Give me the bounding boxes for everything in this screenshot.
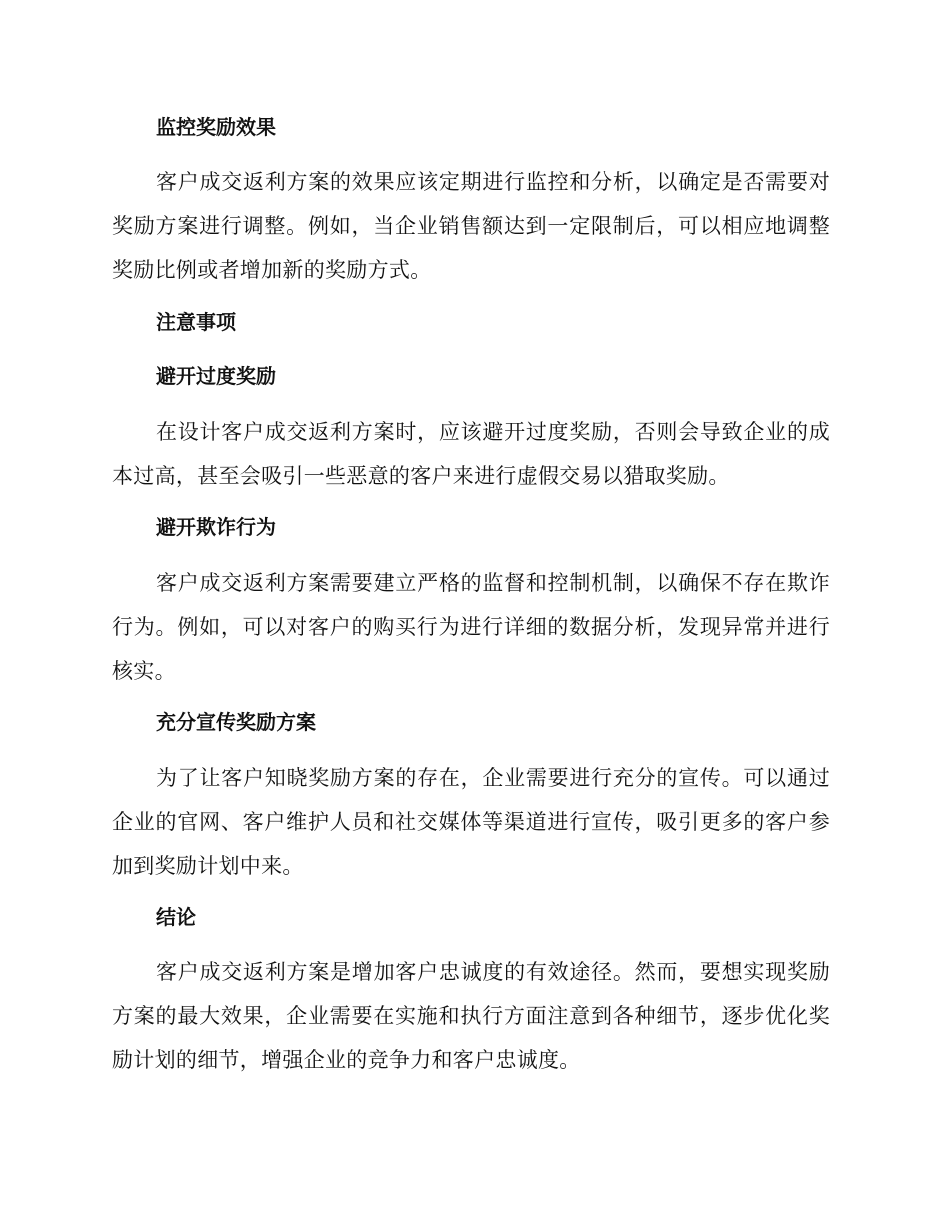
heading-avoid-excess-reward: 避开过度奖励 <box>156 364 276 388</box>
heading-conclusion: 结论 <box>156 905 196 929</box>
paragraph-conclusion: 客户成交返利方案是增加客户忠诚度的有效途径。然而，要想实现奖励方案的最大效果，企业需要在实施和执行方面注意到各种细节，逐步优化奖励计划的细节，增强企业的竞争力和客户忠诚度。 <box>112 960 830 1072</box>
heading-monitor-effect: 监控奖励效果 <box>156 115 276 139</box>
heading-notes: 注意事项 <box>156 310 236 334</box>
paragraph-promote-program: 为了让客户知晓奖励方案的存在，企业需要进行充分的宣传。可以通过企业的官网、客户维护人员和社交媒体等渠道进行宣传，吸引更多的客户参加到奖励计划中来。 <box>112 766 830 878</box>
paragraph-avoid-excess-reward: 在设计客户成交返利方案时，应该避开过度奖励，否则会导致企业的成本过高，甚至会吸引一些恶意的客户来进行虚假交易以猎取奖励。 <box>112 420 830 488</box>
paragraph-avoid-fraud: 客户成交返利方案需要建立严格的监督和控制机制，以确保不存在欺诈行为。例如，可以对客户的购买行为进行详细的数据分析，发现异常并进行核实。 <box>112 571 830 683</box>
heading-promote-program: 充分宣传奖励方案 <box>156 710 316 734</box>
heading-avoid-fraud: 避开欺诈行为 <box>156 515 276 539</box>
paragraph-monitor-effect: 客户成交返利方案的效果应该定期进行监控和分析，以确定是否需要对奖励方案进行调整。例如，当企业销售额达到一定限制后，可以相应地调整奖励比例或者增加新的奖励方式。 <box>112 170 830 282</box>
